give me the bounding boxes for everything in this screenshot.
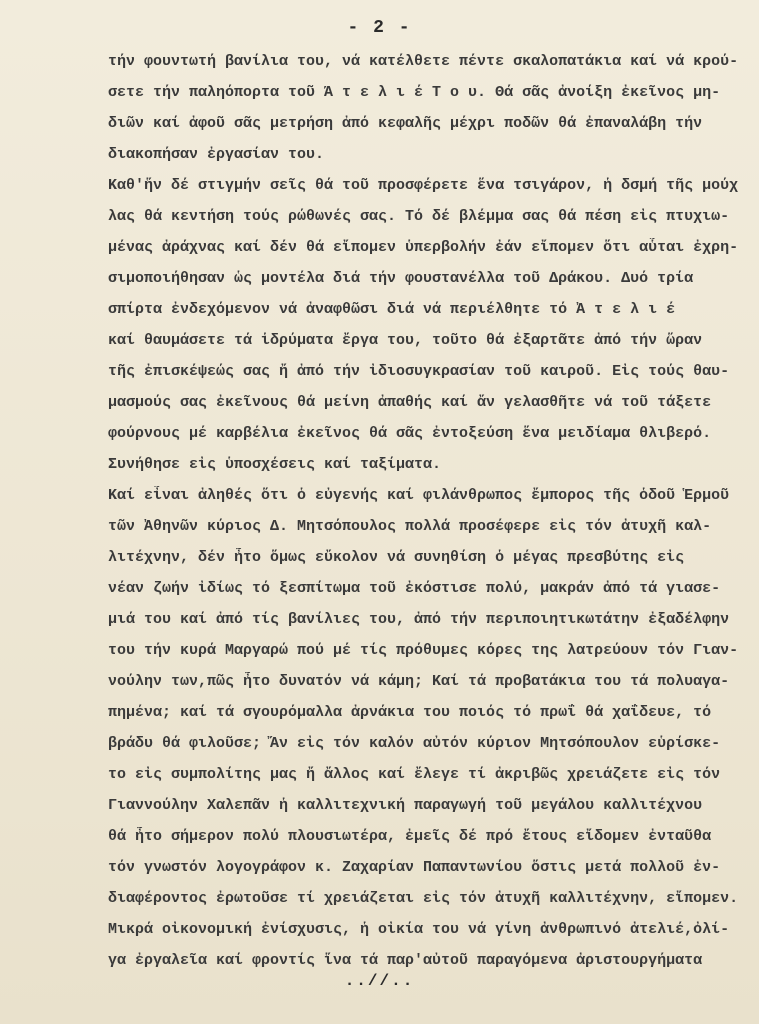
text-line: μένας ἀράχνας καί δέν θά εἴπομεν ὑπερβολήν ἐάν εἴπομεν ὅτι αὗται ἐχρη-: [108, 239, 739, 256]
continuation-mark: ..//..: [344, 972, 415, 990]
text-line: σπίρτα ἐνδεχόμενον νά ἀναφθῶσι διά νά περιέλθητε τό Ἀ τ ε λ ι έ: [108, 301, 676, 318]
text-line: φούρνους μέ καρβέλια ἐκεῖνος θά σᾶς ἐντοξεύση ἕνα μειδίαμα θλιβερό.: [108, 425, 712, 442]
text-line: μασμούς σας ἐκεῖνους θά μείνη ἀπαθής καί ἄν γελασθῆτε νά τοῦ τάξετε: [108, 394, 712, 411]
text-line: τῶν Ἀθηνῶν κύριος Δ. Μητσόπουλος πολλά προσέφερε εἰς τόν ἀτυχῆ καλ-: [108, 518, 712, 535]
text-line: καί θαυμάσετε τά ἱδρύματα ἔργα του, τοῦτο θά ἐξαρτᾶτε ἀπό τήν ὥραν: [108, 332, 703, 349]
text-line: του τήν κυρά Μαργαρώ πού μέ τίς πρόθυμες κόρες της λατρεύουν τόν Γιαν-: [108, 642, 739, 659]
text-line: βράδυ θά φιλοῦσε; Ἄν εἰς τόν καλόν αὐτόν κύριον Μητσόπουλον εὑρίσκε-: [108, 735, 721, 752]
text-line: νούλην των,πῶς ἦτο δυνατόν νά κάμη; Καί τά προβατάκια του τά πολυαγα-: [108, 673, 730, 690]
text-line: διαφέροντος ἐρωτοῦσε τί χρειάζεται εἰς τόν ἀτυχῆ καλλιτέχνην, εἴπομεν.: [108, 890, 739, 907]
text-line: τῆς ἐπισκέψεώς σας ἤ ἀπό τήν ἰδιοσυγκρασίαν τοῦ καιροῦ. Εἰς τούς θαυ-: [108, 363, 730, 380]
text-line: Καί εἶναι ἀληθές ὅτι ὁ εὐγενής καί φιλάνθρωπος ἔμπορος τῆς ὁδοῦ Ἑρμοῦ: [108, 487, 730, 504]
text-line: διῶν καί ἀφοῦ σᾶς μετρήση ἀπό κεφαλῆς μέχρι ποδῶν θά ἐπαναλάβη τήν: [108, 115, 703, 132]
text-line: λας θά κεντήση τούς ρώθωνές σας. Τό δέ βλέμμα σας θά πέση εἰς πτυχιω-: [108, 208, 730, 225]
text-line: σετε τήν παληόπορτα τοῦ Ά τ ε λ ι έ Τ ο υ. Θά σᾶς ἀνοίξη ἐκεῖνος μη-: [108, 84, 721, 101]
text-line: Γιαννούλην Χαλεπᾶν ἡ καλλιτεχνική παραγωγή τοῦ μεγάλου καλλιτέχνου: [108, 797, 703, 814]
text-line: λιτέχνην, δέν ἦτο ὅμως εὔκολον νά συνηθίση ὁ μέγας πρεσβύτης εἰς: [108, 549, 685, 566]
text-line: τόν γνωστόν λογογράφον κ. Ζαχαρίαν Παπαντωνίου ὅστις μετά πολλοῦ ἐν-: [108, 859, 721, 876]
text-line: θά ἦτο σήμερον πολύ πλουσιωτέρα, ἐμεῖς δέ πρό ἔτους εἴδομεν ἐνταῦθα: [108, 828, 712, 845]
text-line: μιά του καί ἀπό τίς βανίλιες του, ἀπό τήν περιποιητικωτάτην ἐξαδέλφην: [108, 611, 730, 628]
text-line: Συνήθησε εἰς ὑποσχέσεις καί ταξίματα.: [108, 456, 442, 473]
text-line: διακοπήσαν ἐργασίαν του.: [108, 146, 325, 163]
page-number: - 2 -: [347, 18, 412, 38]
text-line: το εἰς συμπολίτης μας ἤ ἄλλος καί ἔλεγε τί ἀκριβῶς χρειάζετε εἰς τόν: [108, 766, 721, 783]
text-line: γα ἐργαλεῖα καί φροντίς ἵνα τά παρ'αὐτοῦ παραγόμενα ἀριστουργήματα: [108, 952, 703, 969]
text-line: Καθ'ἥν δέ στιγμήν σεῖς θά τοῦ προσφέρετε ἕνα τσιγάρον, ἡ δσμή τῆς μούχ: [108, 177, 739, 194]
text-line: σιμοποιήθησαν ὡς μοντέλα διά τήν φουστανέλλα τοῦ Δράκου. Δυό τρία: [108, 270, 694, 287]
text-line: τήν φουντωτή βανίλια του, νά κατέλθετε πέντε σκαλοπατάκια καί νά κρού-: [108, 53, 739, 70]
text-line: πημένα; καί τά σγουρόμαλλα ἀρνάκια του ποιός τό πρωΐ θά χαΐδευε, τό: [108, 704, 712, 721]
text-line: Μικρά οἰκονομική ἐνίσχυσις, ἡ οἰκία του νά γίνη ἀνθρωπινό ἀτελιέ,ὀλί-: [108, 921, 730, 938]
text-line: νέαν ζωήν ἰδίως τό ξεσπίτωμα τοῦ ἐκόστισε πολύ, μακράν ἀπό τά γιασε-: [108, 580, 721, 597]
